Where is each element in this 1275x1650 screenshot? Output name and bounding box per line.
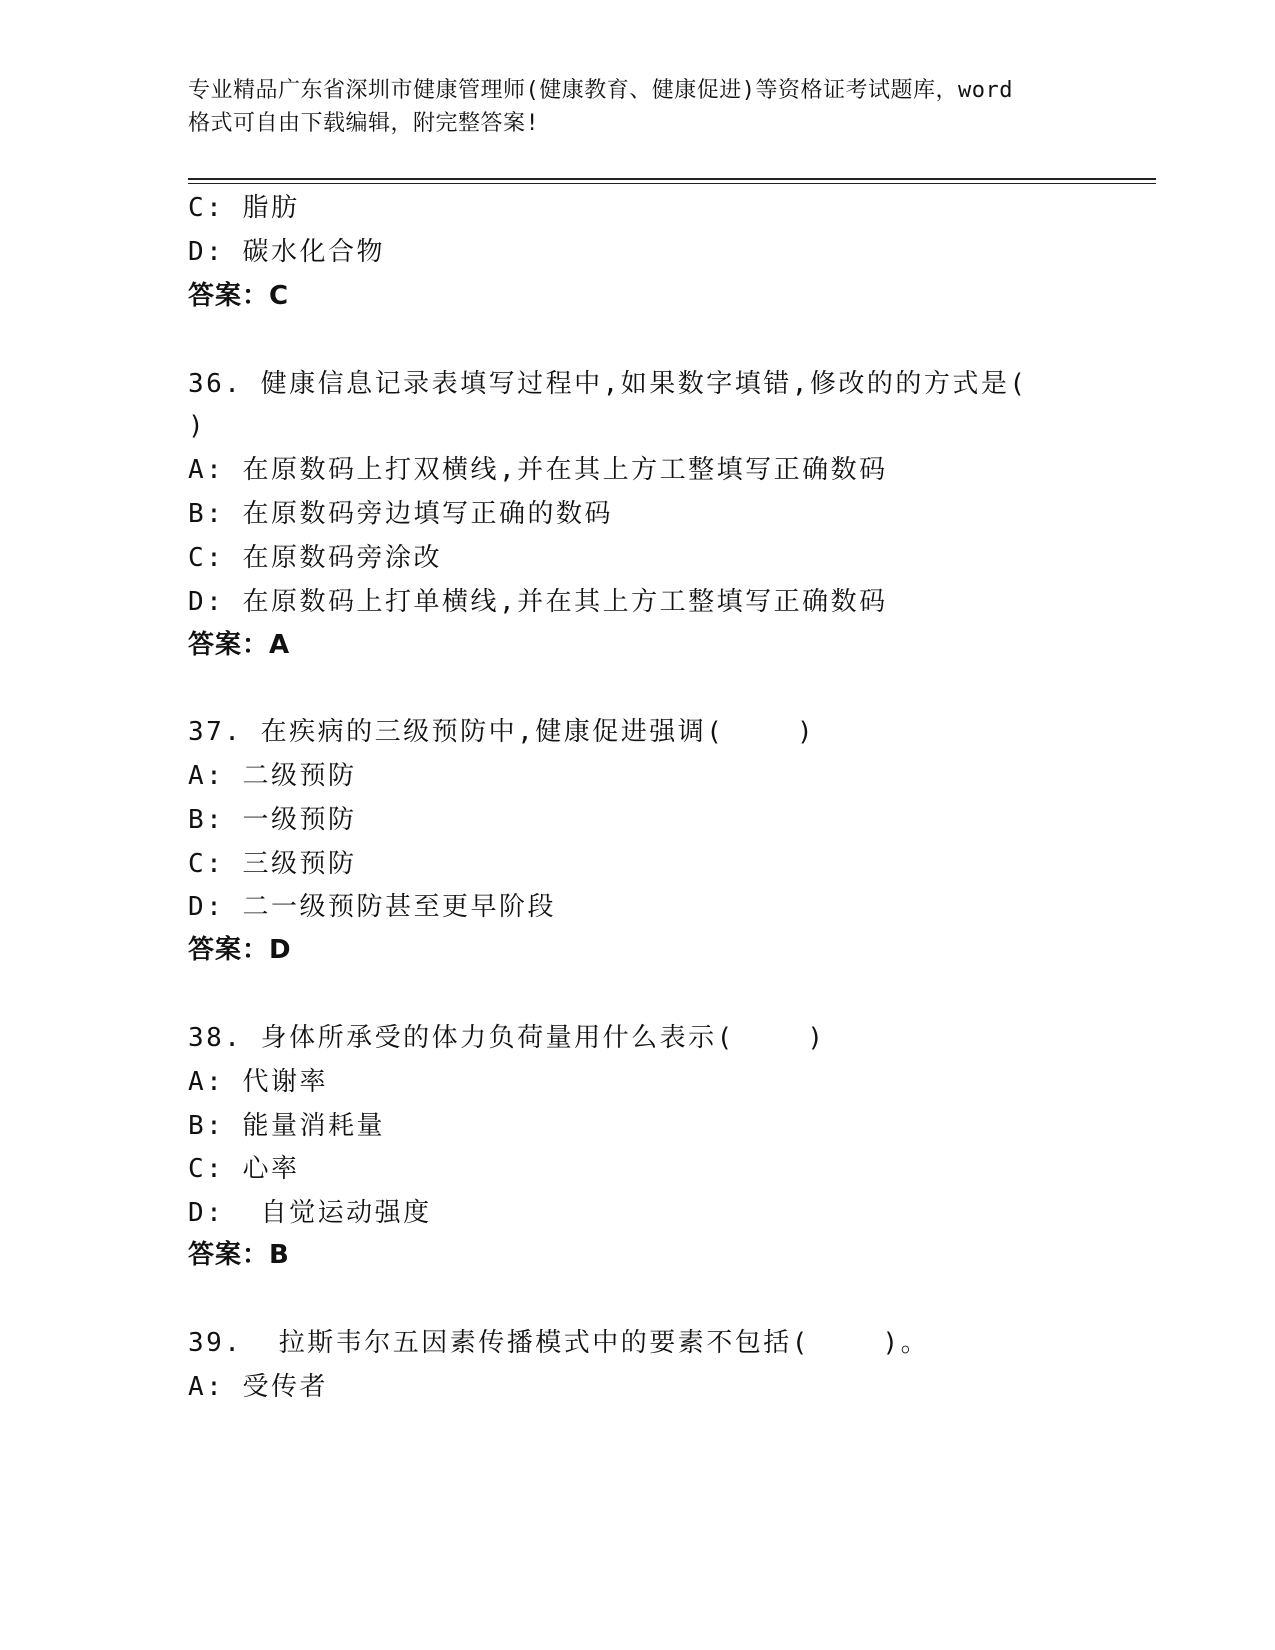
- q38-option-c: C: 心率: [188, 1154, 300, 1184]
- q35-answer: 答案：C: [188, 281, 290, 311]
- q38-answer: 答案：B: [188, 1240, 290, 1270]
- header-divider-thin: [188, 183, 1156, 184]
- q37-option-d: D: 二一级预防甚至更早阶段: [188, 892, 556, 922]
- q36-question-line-2: ): [188, 411, 207, 441]
- q37-option-a: A: 二级预防: [188, 761, 357, 791]
- q36-option-a: A: 在原数码上打双横线,并在其上方工整填写正确数码: [188, 455, 888, 485]
- q37-option-b: B: 一级预防: [188, 805, 357, 835]
- q38-option-b: B: 能量消耗量: [188, 1111, 385, 1141]
- header-divider-thick: [188, 178, 1156, 180]
- q38-question: 38. 身体所承受的体力负荷量用什么表示( ): [188, 1023, 826, 1053]
- header-line-1: 专业精品广东省深圳市健康管理师(健康教育、健康促进)等资格证考试题库，word: [188, 78, 1013, 103]
- q36-option-b: B: 在原数码旁边填写正确的数码: [188, 499, 613, 529]
- q36-option-c: C: 在原数码旁涂改: [188, 543, 442, 573]
- q36-option-d: D: 在原数码上打单横线,并在其上方工整填写正确数码: [188, 587, 888, 617]
- header-line-2: 格式可自由下载编辑，附完整答案!: [188, 111, 540, 136]
- q35-option-c: C: 脂肪: [188, 193, 300, 223]
- q39-option-a: A: 受传者: [188, 1372, 328, 1402]
- q35-option-d: D: 碳水化合物: [188, 237, 385, 267]
- q38-option-a: A: 代谢率: [188, 1067, 328, 1097]
- q36-answer: 答案：A: [188, 630, 291, 660]
- q37-option-c: C: 三级预防: [188, 849, 357, 879]
- q36-question-line-1: 36. 健康信息记录表填写过程中,如果数字填错,修改的的方式是(: [188, 369, 1028, 399]
- q37-answer: 答案：D: [188, 935, 292, 965]
- q37-question: 37. 在疾病的三级预防中,健康促进强调( ): [188, 717, 816, 747]
- q39-question: 39. 拉斯韦尔五因素传播模式中的要素不包括( )。: [188, 1328, 930, 1358]
- q38-option-d: D: 自觉运动强度: [188, 1198, 432, 1228]
- document-header: [188, 74, 1088, 140]
